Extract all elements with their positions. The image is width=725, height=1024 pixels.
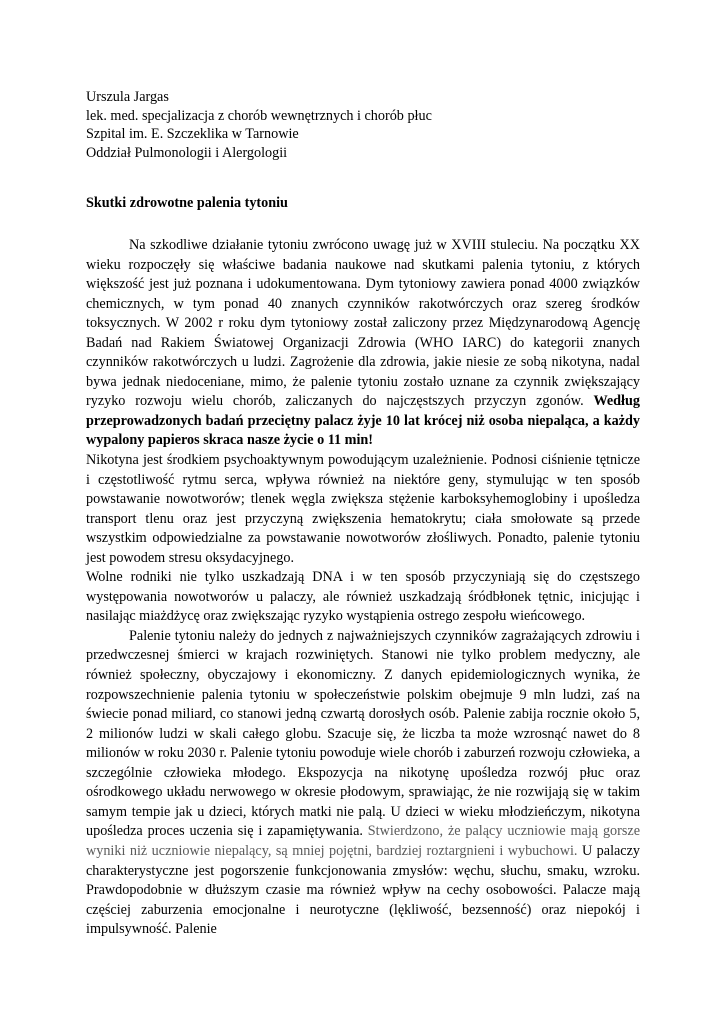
paragraph-4 <box>86 627 640 940</box>
paragraph-1-text: Na szkodliwe działanie tytoniu zwrócono uwagę już w XVIII stuleciu. Na początku XX wieku rozpoczęły się właściwe badania naukowe nad skutkami palenia tytoniu, z których większość jest już poznana i udokumentowana. Dym tytoniowy zawiera ponad 4000 związków chemicznych, w tym ponad 40 znanych czynników rakotwórczych oraz szereg środków toksycznych. W 2002 r roku dym tytoniowy został zaliczony przez Międzynarodową Agencję Badań nad Rakiem Światowej Organizacji Zdrowia (WHO IARC) do kategorii znanych czynników rakotwórczych u ludzi. Zagrożenie dla zdrowia, jakie niesie ze sobą nikotyna, nadal bywa jednak niedoceniane, mimo, że palenie tytoniu zostało uznane za czynnik zwiększający ryzyko rozwoju wielu chorób, zaliczanych do najczęstszych przyczyn zgonów. <box>86 237 640 410</box>
paragraph-4-tail: U palaczy charakterystyczne jest pogorszenie funkcjonowania zmysłów: węchu, słuchu, smaku, wzroku. Prawdopodobnie w dłuższym czasie ma również wpływ na cechy osobowości. Palacze mają częściej zaburzenia emocjonalne i neurotyczne (lękliwość, bezsenność) oraz niepokój i impulsywność. Palenie <box>86 842 640 938</box>
department-name: Oddział Pulmonologii i Alergologii <box>86 144 288 161</box>
paragraph-3: Wolne rodniki nie tylko uszkadzają DNA i w ten sposób przyczyniają się do częstszego występowania nowotworów u palaczy, ale również uszkadzają śródbłonek tętnic, inicjując i nasilając miażdżycę oraz zwiększając ryzyko wystąpienia ostrego zespołu wieńcowego. <box>86 569 640 625</box>
paragraph-4-gray-text: Stwierdzono, że palący uczniowie mają gorsze wyniki niż uczniowie niepalący, są mniej pojętni, bardziej roztargnieni i wybuchowi. <box>86 823 640 859</box>
document-title: Skutki zdrowotne palenia tytoniu <box>86 195 288 211</box>
paragraph-1-bold: Według przeprowadzonych badań przeciętny palacz żyje 10 lat krócej niż osoba niepaląca, a każdy wypalony papieros skraca nasze życie o 11 min! <box>86 393 640 449</box>
author-name: Urszula Jargas <box>86 89 169 105</box>
author-specialization: lek. med. specjalizacja z chorób wewnętrznych i chorób płuc <box>86 107 432 124</box>
author-header <box>86 88 646 162</box>
document-body <box>86 236 640 940</box>
paragraph-4-text: Palenie tytoniu należy do jednych z najważniejszych czynników zagrażających zdrowiu i przedwczesnej śmierci w krajach rozwiniętych. Stanowi nie tylko problem medyczny, ale również społeczny, obyczajowy i ekonomiczny. Z danych epidemiologicznych wynika, że rozpowszechnienie palenia tytoniu w społeczeństwie polskim obejmuje 9 mln ludzi, zaś na świecie ponad miliard, co stanowi jedną czwartą dorosłych osób. Palenie zabija rocznie około 5, 2 milionów ludzi w skali całego globu. Szacuje się, że liczba ta może wzrosnąć nawet do 8 milionów w roku 2030 r. Palenie tytoniu powoduje wiele chorób i zaburzeń rozwoju człowieka, a szczególnie człowieka młodego. Ekspozycja na nikotynę upośledza rozwój płuc oraz ośrodkowego układu nerwowego w okresie płodowym, sprawiając, że nie rozwijają się w takim samym tempie jak u dzieci, których matki nie palą. U dzieci w wieku młodzieńczym, nikotyna upośledza proces uczenia się i zapamiętywania. <box>86 627 640 840</box>
paragraph-2: Nikotyna jest środkiem psychoaktywnym powodującym uzależnienie. Podnosi ciśnienie tętnicze i częstotliwość rytmu serca, wpływa również na niektóre geny, stymulując w ten sposób powstawanie nowotworów; tlenek węgla zwiększa stężenie karboksyhemoglobiny i upośledza transport tlenu oraz jest przyczyną zwiększenia hematokrytu; ciała smołowate są przede wszystkim odpowiedzialne za powstawanie nowotworów złośliwych. Ponadto, palenie tytoniu jest powodem stresu oksydacyjnego. <box>86 452 640 566</box>
paragraph-1 <box>86 236 640 451</box>
hospital-name: Szpital im. E. Szczeklika w Tarnowie <box>86 126 299 142</box>
